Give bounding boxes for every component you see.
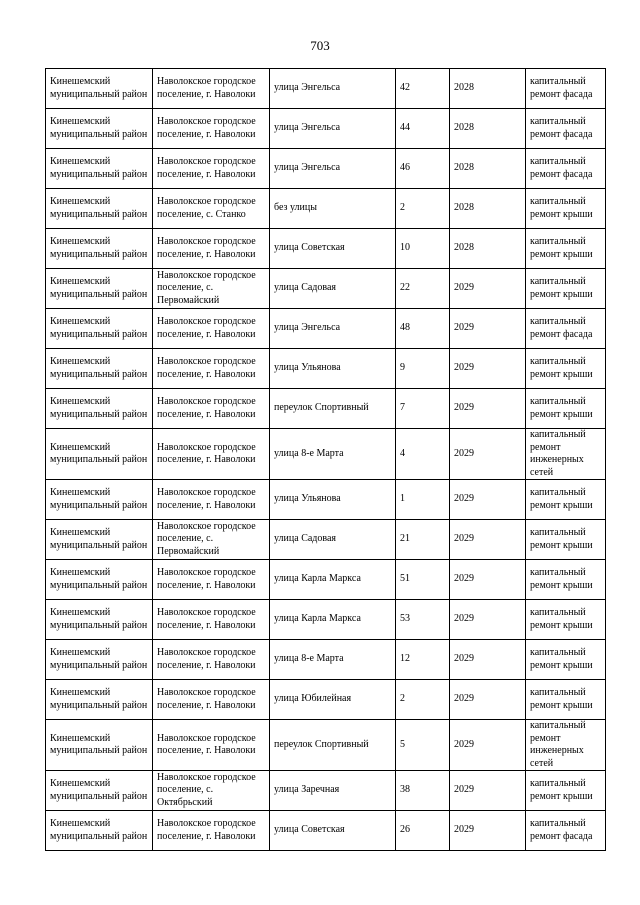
table-row xyxy=(46,109,606,149)
street-cell: улица Энгельса xyxy=(270,309,396,349)
street-cell: переулок Спортивный xyxy=(270,720,396,771)
year-cell: 2029 xyxy=(450,429,526,480)
street-cell: улица Заречная xyxy=(270,771,396,811)
year-cell: 2029 xyxy=(450,720,526,771)
table-row xyxy=(46,600,606,640)
house-number-cell: 44 xyxy=(396,109,450,149)
district-cell: Кинешемский муниципальный район xyxy=(46,349,153,389)
settlement-cell: Наволокское городское поселение, г. Наволоки xyxy=(153,811,270,851)
year-cell: 2029 xyxy=(450,269,526,309)
work-type-cell: капитальный ремонт крыши xyxy=(526,520,606,560)
work-type-cell: капитальный ремонт фасада xyxy=(526,811,606,851)
year-cell: 2029 xyxy=(450,389,526,429)
table-row xyxy=(46,560,606,600)
district-cell: Кинешемский муниципальный район xyxy=(46,640,153,680)
table-row xyxy=(46,309,606,349)
year-cell: 2028 xyxy=(450,229,526,269)
settlement-cell: Наволокское городское поселение, г. Наволоки xyxy=(153,349,270,389)
district-cell: Кинешемский муниципальный район xyxy=(46,771,153,811)
street-cell: улица Энгельса xyxy=(270,109,396,149)
district-cell: Кинешемский муниципальный район xyxy=(46,520,153,560)
table-row xyxy=(46,389,606,429)
settlement-cell: Наволокское городское поселение, с. Первомайский xyxy=(153,520,270,560)
district-cell: Кинешемский муниципальный район xyxy=(46,720,153,771)
settlement-cell: Наволокское городское поселение, г. Наволоки xyxy=(153,309,270,349)
table-row xyxy=(46,189,606,229)
street-cell: улица Советская xyxy=(270,811,396,851)
street-cell: улица 8-е Марта xyxy=(270,640,396,680)
table-row xyxy=(46,520,606,560)
house-number-cell: 42 xyxy=(396,69,450,109)
work-type-cell: капитальный ремонт крыши xyxy=(526,560,606,600)
table-row xyxy=(46,811,606,851)
year-cell: 2029 xyxy=(450,811,526,851)
district-cell: Кинешемский муниципальный район xyxy=(46,109,153,149)
house-number-cell: 2 xyxy=(396,680,450,720)
house-number-cell: 12 xyxy=(396,640,450,680)
house-number-cell: 22 xyxy=(396,269,450,309)
table-row xyxy=(46,269,606,309)
work-type-cell: капитальный ремонт крыши xyxy=(526,680,606,720)
housing-repair-table xyxy=(45,68,606,851)
work-type-cell: капитальный ремонт фасада xyxy=(526,309,606,349)
house-number-cell: 2 xyxy=(396,189,450,229)
settlement-cell: Наволокское городское поселение, г. Наволоки xyxy=(153,600,270,640)
house-number-cell: 5 xyxy=(396,720,450,771)
settlement-cell: Наволокское городское поселение, с. Октябрьский xyxy=(153,771,270,811)
house-number-cell: 10 xyxy=(396,229,450,269)
settlement-cell: Наволокское городское поселение, г. Наволоки xyxy=(153,560,270,600)
work-type-cell: капитальный ремонт фасада xyxy=(526,109,606,149)
settlement-cell: Наволокское городское поселение, г. Наволоки xyxy=(153,640,270,680)
house-number-cell: 51 xyxy=(396,560,450,600)
work-type-cell: капитальный ремонт крыши xyxy=(526,480,606,520)
house-number-cell: 9 xyxy=(396,349,450,389)
table-body xyxy=(46,69,606,851)
street-cell: улица Ульянова xyxy=(270,480,396,520)
work-type-cell: капитальный ремонт крыши xyxy=(526,349,606,389)
district-cell: Кинешемский муниципальный район xyxy=(46,429,153,480)
work-type-cell: капитальный ремонт крыши xyxy=(526,640,606,680)
district-cell: Кинешемский муниципальный район xyxy=(46,600,153,640)
house-number-cell: 38 xyxy=(396,771,450,811)
house-number-cell: 21 xyxy=(396,520,450,560)
district-cell: Кинешемский муниципальный район xyxy=(46,309,153,349)
street-cell: улица Юбилейная xyxy=(270,680,396,720)
work-type-cell: капитальный ремонт инженерных сетей xyxy=(526,429,606,480)
year-cell: 2029 xyxy=(450,771,526,811)
work-type-cell: капитальный ремонт инженерных сетей xyxy=(526,720,606,771)
district-cell: Кинешемский муниципальный район xyxy=(46,811,153,851)
work-type-cell: капитальный ремонт крыши xyxy=(526,189,606,229)
work-type-cell: капитальный ремонт крыши xyxy=(526,600,606,640)
street-cell: улица Садовая xyxy=(270,520,396,560)
house-number-cell: 53 xyxy=(396,600,450,640)
year-cell: 2029 xyxy=(450,680,526,720)
settlement-cell: Наволокское городское поселение, г. Наволоки xyxy=(153,480,270,520)
street-cell: улица 8-е Марта xyxy=(270,429,396,480)
work-type-cell: капитальный ремонт фасада xyxy=(526,149,606,189)
street-cell: улица Карла Маркса xyxy=(270,600,396,640)
house-number-cell: 26 xyxy=(396,811,450,851)
table-row xyxy=(46,429,606,480)
year-cell: 2029 xyxy=(450,349,526,389)
street-cell: улица Энгельса xyxy=(270,149,396,189)
street-cell: без улицы xyxy=(270,189,396,229)
work-type-cell: капитальный ремонт крыши xyxy=(526,771,606,811)
settlement-cell: Наволокское городское поселение, г. Наволоки xyxy=(153,389,270,429)
house-number-cell: 48 xyxy=(396,309,450,349)
year-cell: 2029 xyxy=(450,560,526,600)
year-cell: 2029 xyxy=(450,309,526,349)
table-row xyxy=(46,640,606,680)
settlement-cell: Наволокское городское поселение, г. Наволоки xyxy=(153,229,270,269)
settlement-cell: Наволокское городское поселение, с. Станко xyxy=(153,189,270,229)
street-cell: улица Карла Маркса xyxy=(270,560,396,600)
settlement-cell: Наволокское городское поселение, г. Наволоки xyxy=(153,109,270,149)
table-row xyxy=(46,720,606,771)
settlement-cell: Наволокское городское поселение, г. Наволоки xyxy=(153,429,270,480)
table-row xyxy=(46,480,606,520)
year-cell: 2028 xyxy=(450,109,526,149)
year-cell: 2028 xyxy=(450,189,526,229)
table-row xyxy=(46,771,606,811)
street-cell: переулок Спортивный xyxy=(270,389,396,429)
district-cell: Кинешемский муниципальный район xyxy=(46,149,153,189)
house-number-cell: 4 xyxy=(396,429,450,480)
table-row xyxy=(46,680,606,720)
street-cell: улица Садовая xyxy=(270,269,396,309)
settlement-cell: Наволокское городское поселение, г. Наволоки xyxy=(153,69,270,109)
table-row xyxy=(46,69,606,109)
street-cell: улица Энгельса xyxy=(270,69,396,109)
table-row xyxy=(46,229,606,269)
page-number: 703 xyxy=(310,38,330,53)
work-type-cell: капитальный ремонт фасада xyxy=(526,69,606,109)
district-cell: Кинешемский муниципальный район xyxy=(46,560,153,600)
year-cell: 2029 xyxy=(450,600,526,640)
district-cell: Кинешемский муниципальный район xyxy=(46,680,153,720)
work-type-cell: капитальный ремонт крыши xyxy=(526,269,606,309)
year-cell: 2028 xyxy=(450,149,526,189)
settlement-cell: Наволокское городское поселение, г. Наволоки xyxy=(153,149,270,189)
street-cell: улица Советская xyxy=(270,229,396,269)
district-cell: Кинешемский муниципальный район xyxy=(46,389,153,429)
district-cell: Кинешемский муниципальный район xyxy=(46,269,153,309)
house-number-cell: 46 xyxy=(396,149,450,189)
house-number-cell: 7 xyxy=(396,389,450,429)
settlement-cell: Наволокское городское поселение, с. Первомайский xyxy=(153,269,270,309)
house-number-cell: 1 xyxy=(396,480,450,520)
settlement-cell: Наволокское городское поселение, г. Наволоки xyxy=(153,680,270,720)
settlement-cell: Наволокское городское поселение, г. Наволоки xyxy=(153,720,270,771)
street-cell: улица Ульянова xyxy=(270,349,396,389)
work-type-cell: капитальный ремонт крыши xyxy=(526,389,606,429)
year-cell: 2029 xyxy=(450,520,526,560)
table-row xyxy=(46,149,606,189)
district-cell: Кинешемский муниципальный район xyxy=(46,189,153,229)
year-cell: 2028 xyxy=(450,69,526,109)
year-cell: 2029 xyxy=(450,640,526,680)
district-cell: Кинешемский муниципальный район xyxy=(46,480,153,520)
year-cell: 2029 xyxy=(450,480,526,520)
district-cell: Кинешемский муниципальный район xyxy=(46,229,153,269)
district-cell: Кинешемский муниципальный район xyxy=(46,69,153,109)
table-row xyxy=(46,349,606,389)
work-type-cell: капитальный ремонт крыши xyxy=(526,229,606,269)
